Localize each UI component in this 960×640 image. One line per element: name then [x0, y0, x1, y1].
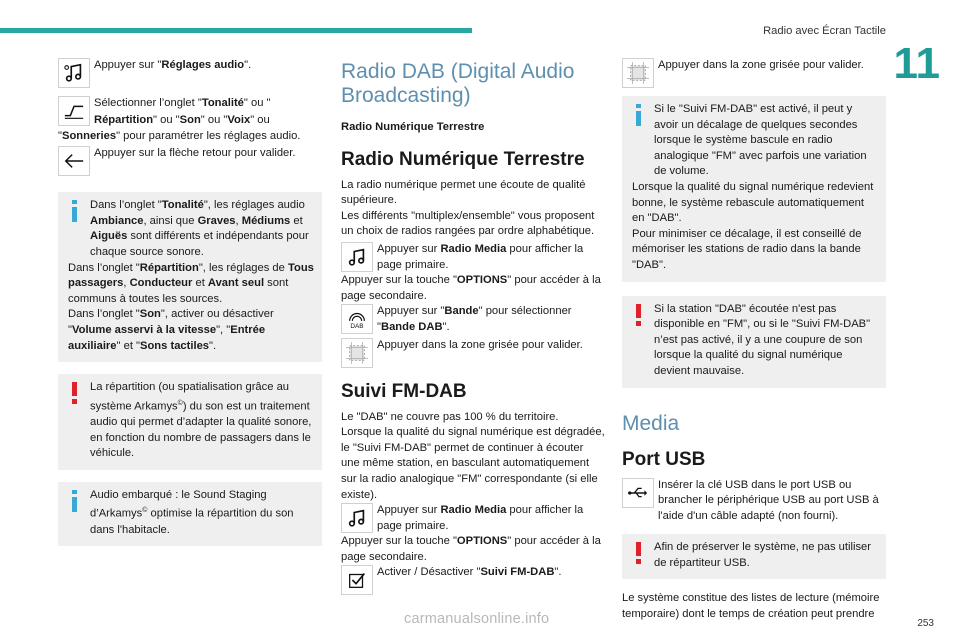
text: Si le "Suivi FM-DAB" est activé, il peut y avoir un décalage de quelques secondes lorsque le système bascule en radio analogique "FM" avec parfois une variation de volume.	[654, 103, 867, 178]
step-select-tab	[58, 96, 322, 126]
info-icon	[66, 200, 84, 222]
text: Appuyer sur	[377, 242, 441, 255]
text-bold: Tonalité	[161, 199, 204, 212]
step-toggle-suivi	[341, 565, 605, 595]
text-bold: Bande	[444, 305, 479, 318]
text-bold: Répartition	[94, 114, 154, 126]
step-radio-media	[341, 242, 605, 273]
text: Appuyer sur la flèche retour pour valider.	[94, 147, 296, 160]
text-bold: Sonneries	[61, 129, 117, 142]
text-bold: Entrée auxiliaire	[68, 323, 266, 352]
text-bold: OPTIONS	[456, 535, 508, 548]
text: ,	[123, 277, 130, 290]
text: sont différents et indépendants pour chaque source sonore.	[90, 230, 309, 258]
text: Appuyer sur "	[377, 305, 445, 318]
text: " ou "	[58, 114, 270, 142]
step-insert-usb	[622, 478, 886, 525]
info-icon	[66, 490, 84, 512]
text: ".	[554, 566, 562, 579]
usb-icon	[622, 478, 654, 508]
text: Appuyer dans la zone grisée pour valider.	[377, 338, 583, 351]
text: Audio embarqué : le Sound Staging d’Arkamys	[90, 488, 267, 521]
warning-box-coupure	[622, 296, 886, 388]
paragraph	[341, 273, 605, 304]
paragraph: Le système constitue des listes de lecture (mémoire temporaire) dont le temps de création peut prendre	[622, 592, 880, 621]
text: Appuyer sur "	[94, 59, 162, 71]
music-settings-icon	[58, 58, 90, 88]
text: et	[192, 277, 208, 290]
info-box-sound-staging	[58, 482, 322, 547]
subtitle-dab: Radio Numérique Terrestre	[341, 121, 485, 133]
text: optimise la répartition du son dans l'habitacle.	[90, 508, 294, 536]
warning-box-usb	[622, 534, 886, 579]
text-bold: Bande DAB	[380, 320, 443, 333]
text: " pour accéder à la page secondaire.	[341, 274, 601, 302]
text: Appuyer sur la touche "	[341, 535, 457, 548]
warning-box-arkamys	[58, 374, 322, 470]
step-radio-media-2	[341, 503, 605, 534]
text: ".	[442, 320, 450, 333]
text: ,	[235, 214, 242, 227]
info-box-suivi	[622, 96, 886, 282]
text: Appuyer dans la zone grisée pour valider.	[658, 59, 864, 71]
text-bold: Graves	[197, 214, 236, 227]
text: Lorsque la qualité du signal numérique redevient bonne, le système rebascule automatiquement en "DAB".	[632, 180, 874, 225]
text: La répartition (ou spatialisation grâce au système Arkamys	[90, 381, 290, 413]
text: ".	[209, 339, 217, 352]
text-bold: Avant seul	[207, 277, 265, 290]
text: pour afficher la page primaire.	[377, 242, 584, 271]
text: " ou "	[243, 97, 271, 109]
text-bold: Radio Media	[440, 504, 507, 517]
warning-icon	[630, 304, 648, 326]
text: et	[290, 214, 303, 227]
paragraph: Les différents "multiplex/ensemble" vous proposent un choix de radios rangées par ordre alphabétique.	[341, 209, 595, 238]
text-bold: Son	[139, 308, 161, 321]
text: " ou "	[153, 114, 180, 126]
text: Afin de préserver le système, ne pas utiliser de répartiteur USB.	[654, 541, 872, 569]
text: Dans l’onglet "	[90, 199, 162, 212]
info-icon	[630, 104, 648, 126]
page-header-title: Radio avec Écran Tactile	[763, 25, 886, 37]
text-bold: Son	[179, 114, 201, 126]
text: ", les réglages de	[198, 261, 288, 274]
text: ", activer ou désactiver "	[68, 308, 274, 336]
column-1	[58, 58, 322, 556]
tone-curve-icon	[58, 96, 90, 126]
text: sont communs à toutes les sources.	[68, 277, 289, 305]
text: Dans l’onglet "	[68, 261, 140, 274]
text: ".	[244, 59, 252, 71]
text: , ainsi que	[143, 214, 198, 227]
step-back	[58, 146, 322, 176]
text: ", les réglages audio	[203, 199, 305, 212]
text-bold: Volume asservi à la vitesse	[71, 323, 217, 336]
warning-icon	[630, 542, 648, 564]
watermark: carmanualsonline.info	[404, 611, 550, 627]
info-box-tabs	[58, 192, 322, 362]
dab-icon-label: DAB	[350, 323, 364, 331]
text: Dans l’onglet "	[68, 308, 140, 321]
header-accent-bar	[0, 28, 472, 33]
text: ) du son est un traitement audio qui permet d’adapter la qualité sonore, en fonction du nombre de passagers dans le véhicule.	[90, 400, 312, 460]
text-bold: Répartition	[139, 261, 199, 274]
step-audio-settings	[58, 58, 322, 88]
back-arrow-icon	[58, 146, 90, 176]
text-bold: Réglages audio	[161, 59, 245, 71]
section-title-media: Media	[622, 411, 680, 435]
text-bold: Ambiance	[90, 214, 144, 227]
text-bold: Aiguës	[90, 230, 128, 243]
checkbox-icon	[341, 565, 373, 595]
text: Activer / Désactiver "	[377, 566, 481, 579]
step-grey-zone	[341, 338, 605, 362]
heading-suivi-fm-dab: Suivi FM-DAB	[341, 380, 467, 402]
text-bold: Voix	[227, 114, 251, 126]
step-band	[341, 304, 605, 335]
column-3	[622, 58, 886, 623]
section-title-dab: Radio DAB (Digital Audio Broadcasting)	[341, 60, 575, 107]
heading-port-usb: Port USB	[622, 448, 706, 470]
copyright-mark: ©	[177, 399, 183, 407]
heading-radio-numerique: Radio Numérique Terrestre	[341, 148, 585, 170]
paragraph	[341, 534, 605, 565]
text-bold: Radio Media	[440, 242, 507, 255]
text-bold: Sons tactiles	[140, 339, 210, 352]
dab-icon	[341, 304, 373, 334]
step-grey-zone	[622, 58, 886, 82]
text: " pour paramétrer les réglages audio.	[116, 129, 301, 142]
text-bold: Tous passagers	[68, 261, 314, 290]
text: " pour accéder à la page secondaire.	[341, 535, 601, 563]
grey-zone-icon	[622, 58, 654, 88]
column-2	[341, 58, 605, 597]
text: Pour minimiser ce décalage, il est conseillé de mémoriser les stations de radio dans la bande "DAB".	[632, 227, 862, 271]
text: " et "	[116, 339, 141, 352]
text-bold: OPTIONS	[456, 274, 508, 287]
grey-zone-icon	[341, 338, 373, 368]
text: Insérer la clé USB dans le port USB ou brancher le périphérique USB au port USB à l'aide d'un câble adapté (non fourni).	[658, 478, 879, 522]
copyright-mark: ©	[142, 507, 148, 515]
text: " pour sélectionner "	[377, 305, 572, 333]
text-bold: Tonalité	[201, 97, 244, 109]
text: Appuyer sur	[377, 504, 441, 517]
text-bold: Conducteur	[129, 277, 193, 290]
text-bold: Médiums	[241, 214, 291, 227]
paragraph: Lorsque la qualité du signal numérique est dégradée, le "Suivi FM-DAB" permet de continuer à écouter une même station, en basculant automatiquement sur la radio analogique "FM" correspondante (si elle existe).	[341, 426, 605, 501]
paragraph: La radio numérique permet une écoute de qualité supérieure.	[341, 178, 586, 207]
text: ", "	[216, 323, 231, 336]
text-bold: Suivi FM-DAB	[480, 566, 555, 579]
chapter-number: 11	[893, 39, 940, 88]
text: Sélectionner l’onglet "	[94, 97, 202, 109]
paragraph: Le "DAB" ne couvre pas 100 % du territoire.	[341, 410, 559, 423]
text: Appuyer sur la touche "	[341, 274, 457, 287]
music-note-icon	[341, 503, 373, 533]
page-number: 253	[917, 618, 934, 629]
text: pour afficher la page primaire.	[377, 504, 584, 532]
text: Si la station "DAB" écoutée n'est pas disponible en "FM", ou si le "Suivi FM-DAB" n’est pas activé, il y a une coupure de son lorsque la qualité du signal numérique devient mauvaise.	[654, 302, 871, 377]
text: " ou "	[200, 114, 228, 126]
music-note-icon	[341, 242, 373, 272]
warning-icon	[66, 382, 84, 404]
